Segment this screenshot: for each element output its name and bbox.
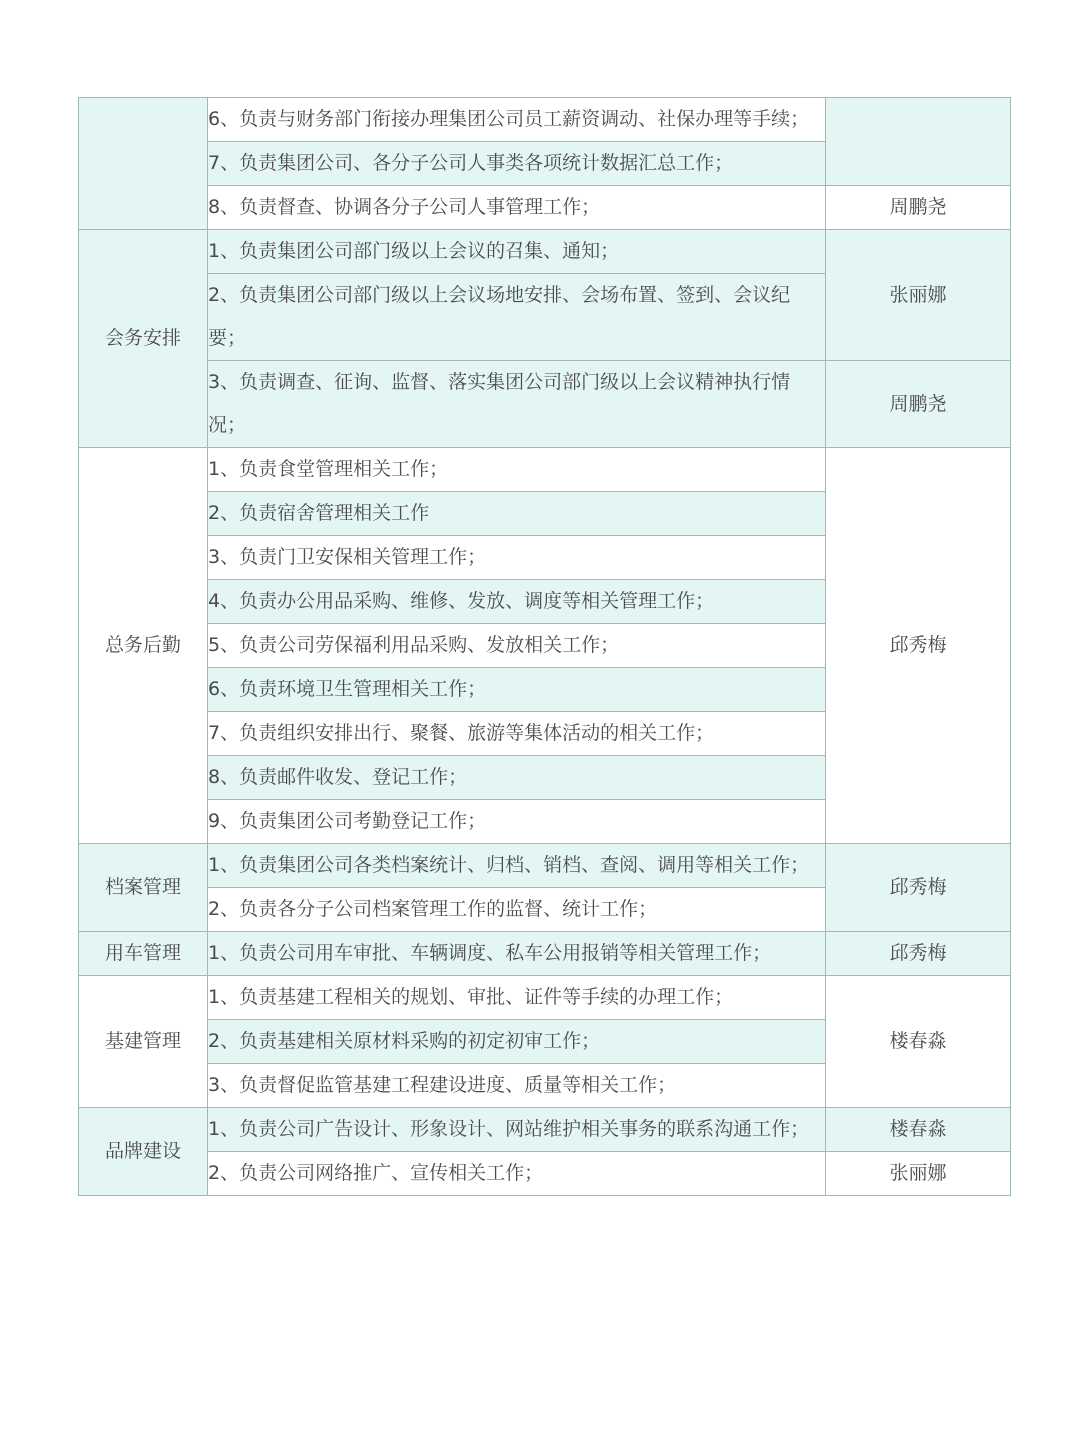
category-cell-logistics: 总务后勤 — [79, 448, 208, 844]
table-row — [79, 361, 1011, 448]
person-cell: 周鹏尧 — [826, 186, 1011, 230]
person-cell: 邱秀梅 — [826, 932, 1011, 976]
table-row — [79, 230, 1011, 274]
category-cell-continued — [79, 98, 208, 230]
table-row — [79, 976, 1011, 1020]
table-row — [79, 98, 1011, 142]
person-cell: 张丽娜 — [826, 230, 1011, 361]
task-cell: 1、负责公司用车审批、车辆调度、私车公用报销等相关管理工作； — [208, 932, 826, 976]
task-cell: 9、负责集团公司考勤登记工作； — [208, 800, 826, 844]
category-cell-vehicle: 用车管理 — [79, 932, 208, 976]
table-row — [79, 186, 1011, 230]
duty-assignment-table — [78, 97, 1011, 1196]
task-cell: 5、负责公司劳保福利用品采购、发放相关工作； — [208, 624, 826, 668]
task-cell: 1、负责公司广告设计、形象设计、网站维护相关事务的联系沟通工作； — [208, 1108, 826, 1152]
table-row — [79, 448, 1011, 492]
task-cell: 2、负责宿舍管理相关工作 — [208, 492, 826, 536]
category-cell-archive: 档案管理 — [79, 844, 208, 932]
person-cell: 楼春淼 — [826, 976, 1011, 1108]
task-cell: 3、负责门卫安保相关管理工作； — [208, 536, 826, 580]
task-cell: 8、负责督查、协调各分子公司人事管理工作； — [208, 186, 826, 230]
task-cell: 2、负责各分子公司档案管理工作的监督、统计工作； — [208, 888, 826, 932]
table-row — [79, 932, 1011, 976]
table-row — [79, 1108, 1011, 1152]
task-cell: 2、负责公司网络推广、宣传相关工作； — [208, 1152, 826, 1196]
task-cell: 4、负责办公用品采购、维修、发放、调度等相关管理工作； — [208, 580, 826, 624]
category-cell-brand: 品牌建设 — [79, 1108, 208, 1196]
task-cell: 2、负责基建相关原材料采购的初定初审工作； — [208, 1020, 826, 1064]
task-cell: 6、负责与财务部门衔接办理集团公司员工薪资调动、社保办理等手续； — [208, 98, 826, 142]
person-cell: 邱秀梅 — [826, 844, 1011, 932]
table-row — [79, 1152, 1011, 1196]
person-cell: 邱秀梅 — [826, 448, 1011, 844]
task-cell: 2、负责集团公司部门级以上会议场地安排、会场布置、签到、会议纪要； — [208, 274, 826, 361]
table-row — [79, 844, 1011, 888]
person-cell: 楼春淼 — [826, 1108, 1011, 1152]
task-cell: 7、负责组织安排出行、聚餐、旅游等集体活动的相关工作； — [208, 712, 826, 756]
person-cell: 周鹏尧 — [826, 361, 1011, 448]
category-cell-construction: 基建管理 — [79, 976, 208, 1108]
task-cell: 1、负责食堂管理相关工作； — [208, 448, 826, 492]
person-cell: 张丽娜 — [826, 1152, 1011, 1196]
category-cell-meeting: 会务安排 — [79, 230, 208, 448]
task-cell: 1、负责基建工程相关的规划、审批、证件等手续的办理工作； — [208, 976, 826, 1020]
task-cell: 7、负责集团公司、各分子公司人事类各项统计数据汇总工作； — [208, 142, 826, 186]
task-cell: 1、负责集团公司各类档案统计、归档、销档、查阅、调用等相关工作； — [208, 844, 826, 888]
task-cell: 6、负责环境卫生管理相关工作； — [208, 668, 826, 712]
person-cell-empty — [826, 98, 1011, 186]
task-cell: 8、负责邮件收发、登记工作； — [208, 756, 826, 800]
task-cell: 3、负责督促监管基建工程建设进度、质量等相关工作； — [208, 1064, 826, 1108]
task-cell: 1、负责集团公司部门级以上会议的召集、通知； — [208, 230, 826, 274]
task-cell: 3、负责调查、征询、监督、落实集团公司部门级以上会议精神执行情况； — [208, 361, 826, 448]
